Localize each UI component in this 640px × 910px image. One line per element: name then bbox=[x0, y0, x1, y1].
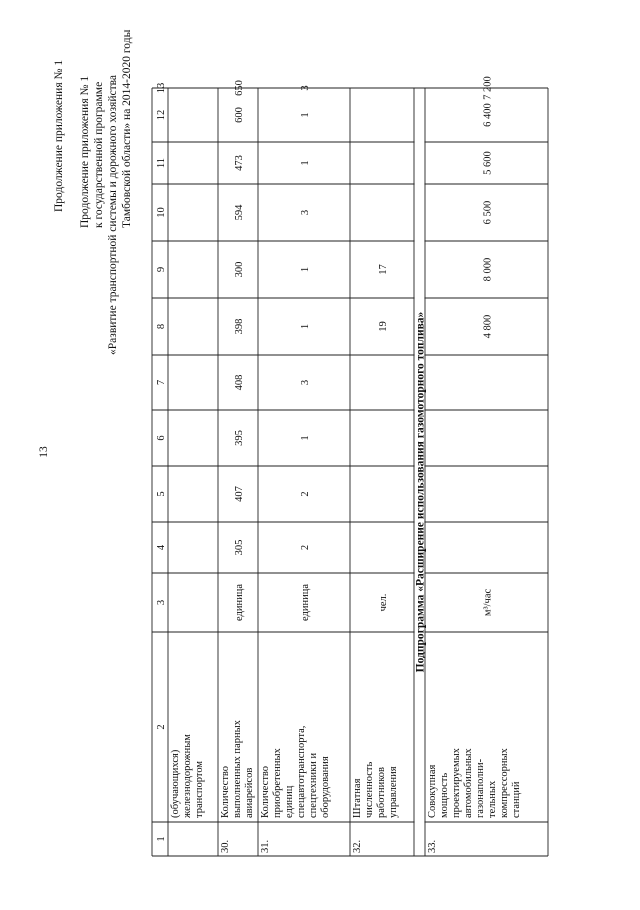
row-name-line: станций bbox=[511, 781, 522, 818]
column-number-11: 11 bbox=[156, 157, 167, 169]
row-number: 33. bbox=[427, 839, 438, 853]
row-value-col-12: 600 bbox=[234, 107, 245, 123]
row-name-line: проектируемых bbox=[451, 748, 462, 818]
column-number-5: 5 bbox=[156, 491, 167, 497]
row-value-col-8: 1 bbox=[300, 323, 311, 330]
row-value-col-10: 3 bbox=[300, 209, 311, 216]
column-number-3: 3 bbox=[156, 599, 167, 606]
row-unit: м³/час bbox=[482, 588, 494, 617]
row-value-col-10: 6 500 bbox=[482, 200, 494, 225]
row-name-line: Количество bbox=[260, 765, 271, 818]
header-line-3: к государственной программе bbox=[93, 81, 105, 228]
row-number: 31. bbox=[260, 839, 271, 853]
row-number: 32. bbox=[352, 839, 363, 853]
row-name-line: приобретенных bbox=[272, 748, 283, 818]
row-value-col-5: 2 bbox=[300, 491, 311, 497]
column-number-1: 1 bbox=[156, 836, 167, 842]
row-value-col-13: 3 bbox=[300, 85, 311, 91]
row-unit: чел. bbox=[378, 593, 389, 612]
row-name-line: тельных bbox=[487, 780, 498, 818]
row-value-col-4: 305 bbox=[234, 539, 245, 556]
page-number: 13 bbox=[38, 446, 50, 458]
document-header bbox=[53, 29, 133, 355]
row-name-line: оборудования bbox=[320, 756, 331, 818]
row-value-col-8: 4 800 bbox=[482, 314, 494, 339]
row-value-col-12: 6 400 bbox=[482, 103, 494, 127]
continuation-name-line: (обучающихся) bbox=[170, 749, 181, 818]
row-value-col-11: 473 bbox=[234, 155, 245, 171]
column-number-13: 13 bbox=[156, 82, 167, 94]
row-name-line: единиц bbox=[284, 785, 295, 818]
row-value-col-7: 408 bbox=[234, 374, 245, 391]
row-name-line: газонаполни- bbox=[475, 758, 486, 818]
row-number: 30. bbox=[220, 839, 231, 853]
row-unit: единица bbox=[234, 583, 245, 622]
row-name-line: выполненных парных bbox=[232, 720, 243, 818]
row-name-line: автомобильных bbox=[463, 748, 474, 818]
row-value-col-9: 300 bbox=[234, 261, 245, 278]
row-value-col-10: 594 bbox=[234, 204, 245, 221]
row-name-line: управления bbox=[388, 766, 399, 818]
column-number-9: 9 bbox=[156, 266, 167, 273]
row-unit: единица bbox=[300, 583, 311, 622]
row-value-col-4: 2 bbox=[300, 544, 311, 551]
row-value-col-6: 395 bbox=[234, 430, 245, 446]
column-number-12: 12 bbox=[156, 109, 167, 121]
row-value-col-13: 650 bbox=[234, 80, 245, 96]
row-name-line: спецтехники и bbox=[308, 752, 319, 818]
row-name-line: авиарейсов bbox=[244, 767, 255, 818]
row-name-line: Количество bbox=[220, 765, 231, 818]
row-name-line: компрессорных bbox=[499, 748, 510, 818]
row-value-col-11: 1 bbox=[300, 160, 311, 166]
continuation-name-line: железнодорожным bbox=[182, 734, 193, 818]
row-value-col-9: 17 bbox=[378, 264, 389, 275]
column-number-2: 2 bbox=[156, 724, 167, 730]
header-line-2: Продолжение приложения № 1 bbox=[79, 75, 91, 228]
row-name-line: работников bbox=[376, 767, 387, 818]
row-name-line: Штатная bbox=[352, 778, 363, 818]
row-value-col-6: 1 bbox=[300, 435, 311, 441]
row-value-col-9: 8 000 bbox=[482, 257, 494, 282]
row-value-col-8: 19 bbox=[378, 321, 389, 332]
row-name-line: спецавтотранспорта, bbox=[296, 725, 307, 818]
table-body bbox=[156, 76, 522, 853]
row-value-col-12: 1 bbox=[300, 112, 311, 118]
row-value-col-9: 1 bbox=[300, 266, 311, 273]
row-value-col-13: 7 200 bbox=[482, 76, 494, 100]
row-name-line: мощность bbox=[439, 772, 450, 818]
row-value-col-8: 398 bbox=[234, 318, 245, 335]
row-value-col-5: 407 bbox=[234, 486, 245, 502]
column-number-10: 10 bbox=[156, 207, 167, 218]
column-number-8: 8 bbox=[156, 323, 167, 330]
column-number-6: 6 bbox=[156, 435, 167, 441]
header-line-5: Тамбовской области» на 2014-2020 годы bbox=[121, 29, 133, 228]
row-value-col-11: 5 600 bbox=[482, 151, 494, 175]
row-name-line: численность bbox=[364, 761, 375, 818]
row-value-col-7: 3 bbox=[300, 379, 311, 386]
column-number-7: 7 bbox=[156, 379, 167, 386]
continuation-name-line: транспортом bbox=[194, 760, 205, 818]
header-line-4: «Развитие транспортной системы и дорожного хозяйства bbox=[107, 75, 119, 355]
column-number-4: 4 bbox=[156, 544, 167, 551]
subprogram-title: Подпрограмма «Расширение использования газомоторного топлива» bbox=[414, 311, 427, 673]
header-line-1: Продолжение приложения № 1 bbox=[53, 59, 65, 212]
row-name-line: Совокупная bbox=[427, 764, 438, 818]
